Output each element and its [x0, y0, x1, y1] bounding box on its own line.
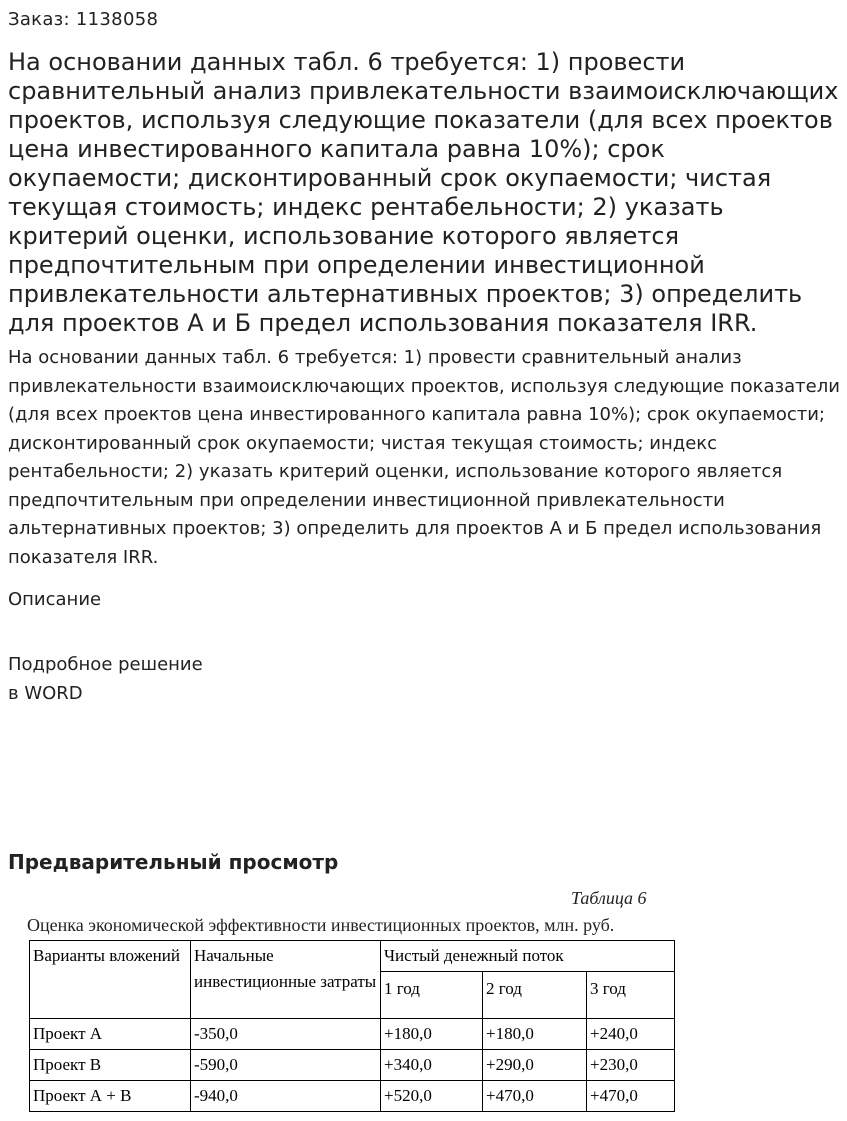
- table-row: [30, 1019, 675, 1050]
- table-caption: Оценка экономической эффективности инвестиционных проектов, млн. руб.: [27, 915, 615, 935]
- cell-project-name: Проект В: [30, 1050, 191, 1081]
- cell-project-name: Проект А + В: [30, 1081, 191, 1112]
- cell-year-2: +180,0: [483, 1019, 587, 1050]
- cell-year-1: +340,0: [381, 1050, 483, 1081]
- cell-project-name: Проект А: [30, 1019, 191, 1050]
- header-initial-costs: Начальные инвестиционные затраты: [191, 941, 381, 1019]
- cell-year-2: +290,0: [483, 1050, 587, 1081]
- investment-table: [29, 940, 675, 1112]
- task-title: На основании данных табл. 6 требуется: 1) провести сравнительный анализ привлекательности взаимоисключающих проектов, используя следующие показатели (для всех проектов цена инвестированного капитала равна 10%); срок окупаемости; дисконтированный срок окупаемости; чистая текущая стоимость; индекс рентабельности; 2) указать критерий оценки, использование которого является предпочтительным при определении инвестиционной привлекательности альтернативных проектов; 3) определить для проектов А и Б предел использования показателя IRR.: [8, 48, 839, 337]
- table-row: [30, 1050, 675, 1081]
- cell-initial: -590,0: [191, 1050, 381, 1081]
- cell-year-1: +180,0: [381, 1019, 483, 1050]
- cell-year-3: +240,0: [587, 1019, 675, 1050]
- cell-initial: -940,0: [191, 1081, 381, 1112]
- task-description: На основании данных табл. 6 требуется: 1) провести сравнительный анализ привлекательности взаимоисключающих проектов, используя следующие показатели (для всех проектов цена инвестированного капитала равна 10%); срок окупаемости; дисконтированный срок окупаемости; чистая текущая стоимость; индекс рентабельности; 2) указать критерий оценки, использование которого является предпочтительным при определении инвестиционной привлекательности альтернативных проектов; 3) определить для проектов А и Б предел использования показателя IRR.: [8, 347, 840, 568]
- header-year-2: 2 год: [483, 972, 587, 1019]
- description-label: Описание: [8, 589, 102, 610]
- cell-year-2: +470,0: [483, 1081, 587, 1112]
- order-number: Заказ: 1138058: [8, 9, 159, 30]
- cell-year-3: +470,0: [587, 1081, 675, 1112]
- header-cash-flow: Чистый денежный поток: [381, 941, 675, 972]
- cell-initial: -350,0: [191, 1019, 381, 1050]
- header-variants: Варианты вложений: [30, 941, 191, 1019]
- solution-info: [8, 650, 203, 708]
- header-year-3: 3 год: [587, 972, 675, 1019]
- solution-line-2: в WORD: [8, 683, 83, 704]
- table-row: [30, 1081, 675, 1112]
- header-year-1: 1 год: [381, 972, 483, 1019]
- preview-heading: Предварительный просмотр: [8, 850, 339, 874]
- cell-year-3: +230,0: [587, 1050, 675, 1081]
- cell-year-1: +520,0: [381, 1081, 483, 1112]
- solution-line-1: Подробное решение: [8, 654, 203, 675]
- table-number: Таблица 6: [571, 888, 647, 908]
